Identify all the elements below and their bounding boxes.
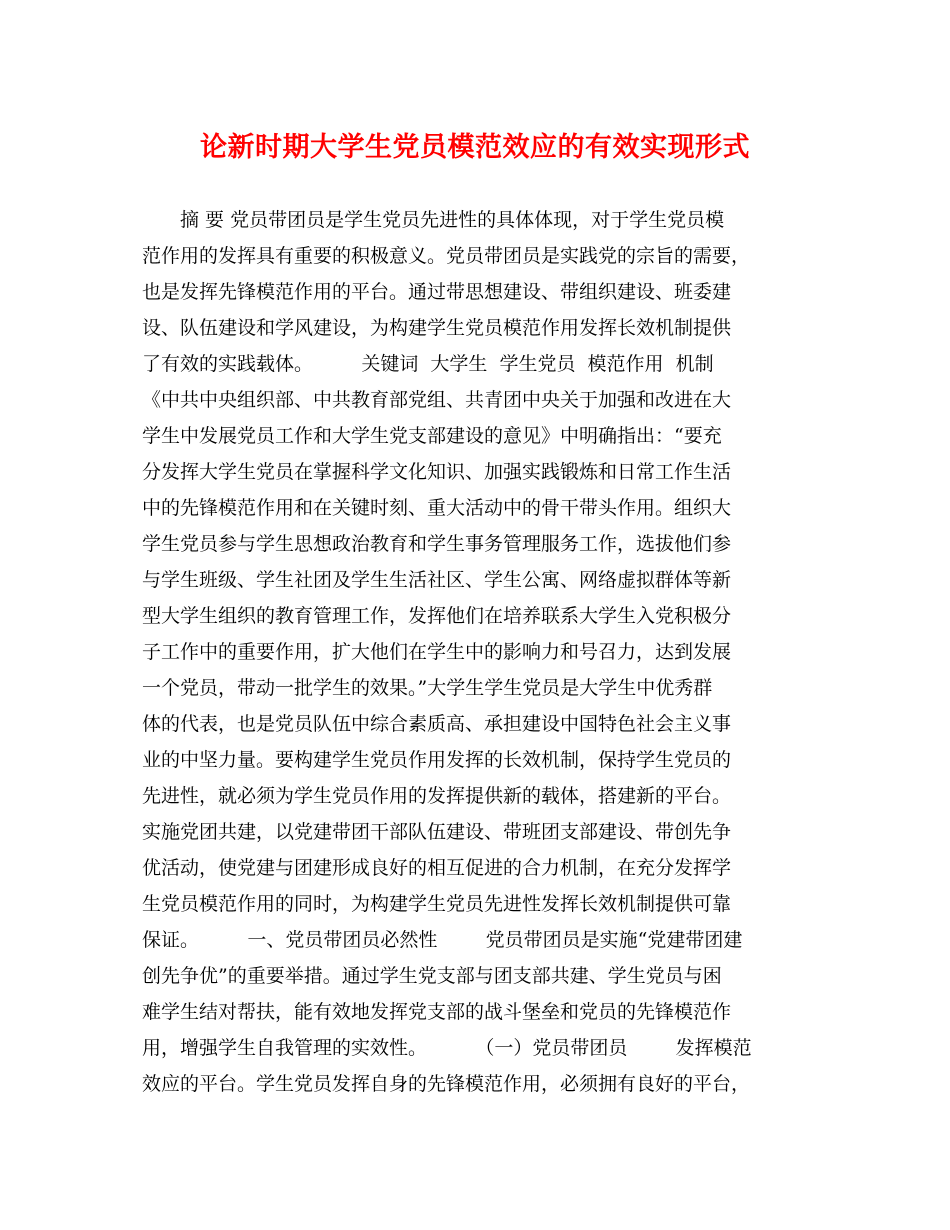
body-line: 先进性，就必须为学生党员作用的发挥提供新的载体，搭建新的平台。: [142, 785, 732, 807]
body-line: 摘 要 党员带团员是学生党员先进性的具体体现，对于学生党员模: [180, 209, 725, 231]
body-line: 也是发挥先锋模范作用的平台。通过带思想建设、带组织建设、班委建: [142, 281, 732, 303]
body-line: 优活动，使党建与团建形成良好的相互促进的合力机制，在充分发挥学: [142, 857, 732, 879]
body-line: 生党员模范作用的同时，为构建学生党员先进性发挥长效机制提供可靠: [142, 893, 732, 915]
body-line: 体的代表，也是党员队伍中综合素质高、承担建设中国特色社会主义事: [142, 713, 732, 735]
body-line: 保证。 一、党员带团员必然性 党员带团员是实施“党建带团建: [142, 929, 743, 951]
body-line: 效应的平台。学生党员发挥自身的先锋模范作用，必须拥有良好的平台，: [142, 1073, 751, 1095]
body-line: 设、队伍建设和学风建设，为构建学生党员模范作用发挥长效机制提供: [142, 317, 732, 339]
document-body: [142, 202, 822, 1102]
body-line: 创先争优”的重要举措。通过学生党支部与团支部共建、学生党员与困: [142, 965, 722, 987]
body-line: 业的中坚力量。要构建学生党员作用发挥的长效机制，保持学生党员的: [142, 749, 732, 771]
body-line: 范作用的发挥具有重要的积极意义。党员带团员是实践党的宗旨的需要，: [142, 245, 751, 267]
body-line: 中的先锋模范作用和在关键时刻、重大活动中的骨干带头作用。组织大: [142, 497, 732, 519]
body-line: 了有效的实践载体。 关键词 大学生 学生党员 模范作用 机制: [142, 353, 714, 375]
body-line: 用，增强学生自我管理的实效性。 （一）党员带团员 发挥模范: [142, 1037, 752, 1059]
body-line: 实施党团共建，以党建带团干部队伍建设、带班团支部建设、带创先争: [142, 821, 732, 843]
body-line: 分发挥大学生党员在掌握科学文化知识、加强实践锻炼和日常工作生活: [142, 461, 732, 483]
body-line: 难学生结对帮扶，能有效地发挥党支部的战斗堡垒和党员的先锋模范作: [142, 1001, 732, 1023]
body-line: 学生中发展党员工作和大学生党支部建设的意见》中明确指出：“要充: [142, 425, 722, 447]
document-title: 论新时期大学生党员模范效应的有效实现形式: [200, 132, 750, 163]
body-line: 子工作中的重要作用，扩大他们在学生中的影响力和号召力，达到发展: [142, 641, 732, 663]
body-line: 一个党员，带动一批学生的效果。”大学生学生党员是大学生中优秀群: [142, 677, 713, 699]
body-line: 学生党员参与学生思想政治教育和学生事务管理服务工作，选拔他们参: [142, 533, 732, 555]
body-line: 《中共中央组织部、中共教育部党组、共青团中央关于加强和改进在大: [142, 389, 732, 411]
body-line: 与学生班级、学生社团及学生生活社区、学生公寓、网络虚拟群体等新: [142, 569, 732, 591]
body-line: 型大学生组织的教育管理工作，发挥他们在培养联系大学生入党积极分: [142, 605, 732, 627]
